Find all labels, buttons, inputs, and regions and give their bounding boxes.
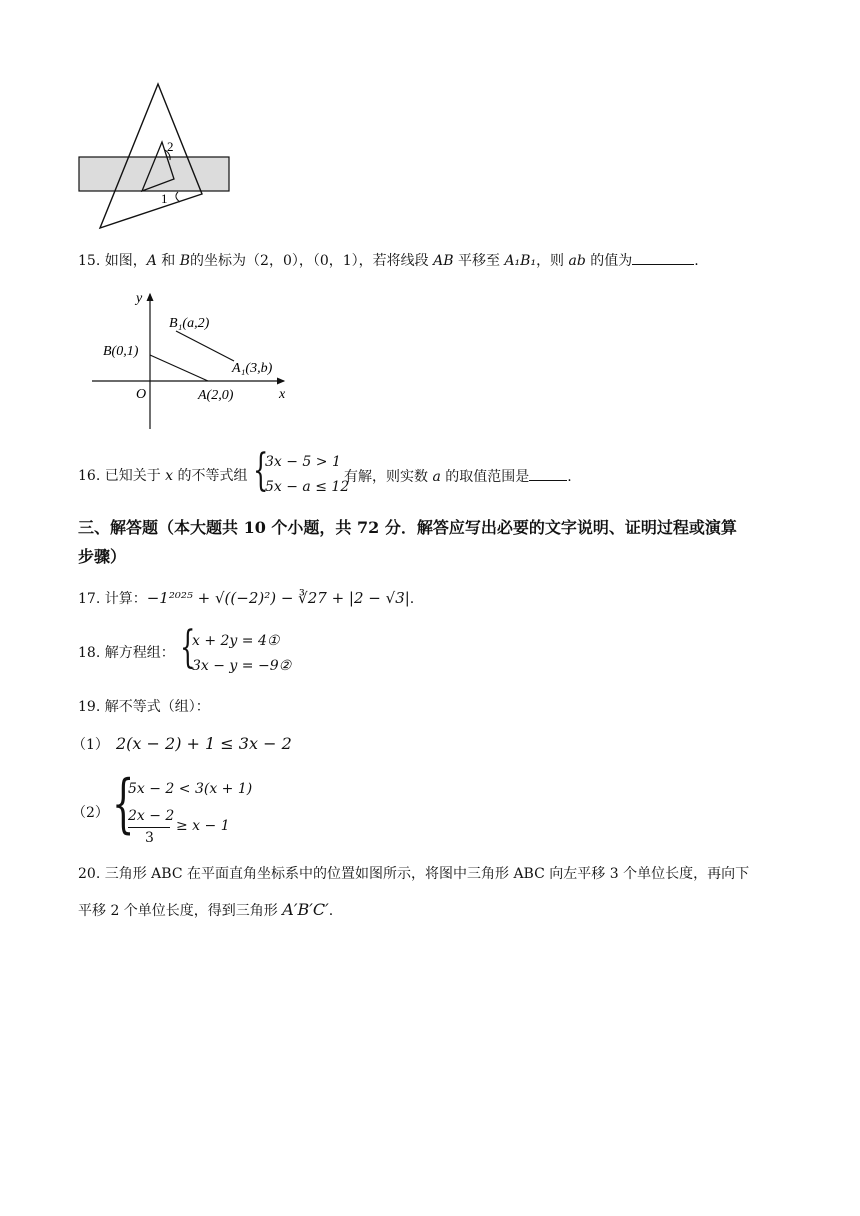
angle-2-label: 2 [167, 139, 174, 154]
point-A-label: A(2,0) [198, 388, 234, 403]
point-A1-label: A₁(3,b) [232, 361, 273, 376]
segment-A1B1 [176, 331, 234, 361]
q19-number: 19. [78, 699, 101, 715]
section-3-heading-line1: 三、解答题（本大题共 10 个小题，共 72 分．解答应写出必要的文字说明、证明过程或演算 [78, 518, 737, 537]
question-17: 17. 计算：−1²⁰²⁵ + √((−2)²) − ∛27 + |2 − √3|. [78, 589, 415, 607]
q19-part2-label: （2） [72, 805, 109, 821]
large-triangle [100, 84, 202, 228]
q17-number: 17. [78, 591, 101, 607]
question-18-left: 18. 解方程组： [78, 645, 175, 661]
q19-part1-inequality: 2(x − 2) + 1 ≤ 3x − 2 [116, 734, 292, 753]
angle-1-arc [176, 192, 180, 202]
q16-inequality-1: 3x − 5 > 1 [265, 454, 341, 470]
question-19: 19. 解不等式（组）： [78, 699, 210, 715]
q19-part2-inequality-2-rest: ≥ x − 1 [176, 818, 230, 834]
figure-14 [70, 78, 240, 232]
q15-answer-blank [632, 250, 694, 265]
segment-AB [150, 355, 208, 381]
q19-part2-brace: { [112, 767, 135, 841]
q18-brace: { [180, 622, 196, 673]
q17-expression: −1²⁰²⁵ + √((−2)²) − ∛27 + |2 − √3| [146, 589, 410, 607]
q16-inequality-2: 5x − a ≤ 12 [265, 479, 350, 495]
question-20-line2: 平移 2 个单位长度，得到三角形 A′B′C′. [78, 900, 334, 919]
q19-part1-label: （1） [72, 737, 109, 753]
q19-part2-numerator: 2x − 2 [128, 808, 175, 824]
figure-15 [92, 284, 302, 434]
question-16-right: 有解，则实数 a 的取值范围是 . [344, 466, 572, 487]
q19-part2-inequality-1: 5x − 2 < 3(x + 1) [128, 781, 253, 797]
q15-number: 15. [78, 253, 101, 269]
q16-number: 16. [78, 468, 101, 484]
x-axis-label: x [279, 387, 286, 402]
q16-answer-blank [529, 466, 567, 481]
angle-1-label: 1 [161, 191, 168, 206]
q18-number: 18. [78, 645, 101, 661]
origin-label: O [136, 387, 147, 402]
point-B1-label: B₁(a,2) [169, 316, 210, 331]
q20-number: 20. [78, 866, 101, 882]
section-3-heading-line2: 步骤） [78, 547, 127, 566]
point-B-label: B(0,1) [103, 344, 139, 359]
q18-equation-1: x + 2y = 4① [192, 633, 280, 649]
q19-part2-denominator: 3 [145, 830, 154, 846]
question-16-left: 16. 已知关于 x 的不等式组 [78, 468, 248, 484]
y-axis-label: y [136, 291, 143, 306]
q16-brace: { [253, 445, 269, 496]
q18-equation-2: 3x − y = −9② [192, 658, 292, 674]
q15-text: 如图，A 和 B的坐标为（2，0），（0，1），若将线段 AB 平移至 A₁B₁，则 ab 的值为 [104, 253, 633, 269]
question-15: 15. 如图，A 和 B的坐标为（2，0），（0，1），若将线段 AB 平移至 A₁B₁，则 ab 的值为 . [78, 250, 699, 271]
question-20-line1: 20. 三角形 ABC 在平面直角坐标系中的位置如图所示，将图中三角形 ABC 向左平移 3 个单位长度，再向下 [78, 866, 750, 882]
